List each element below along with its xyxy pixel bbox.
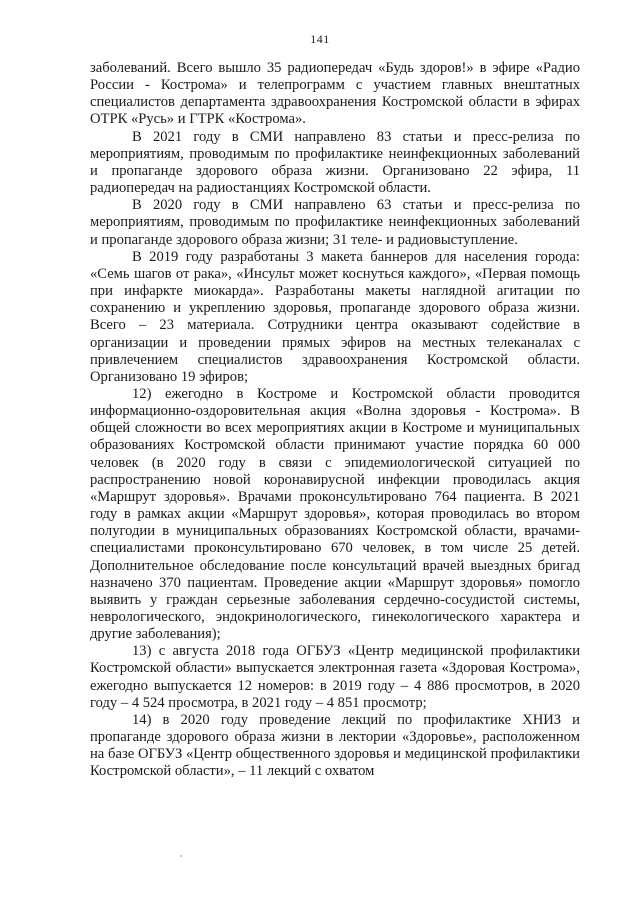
paragraph-item-14: 14) в 2020 году проведение лекций по профилактике ХНИЗ и пропаганде здорового образа жизни в лектории «Здоровье», расположенном на базе ОГБУЗ «Центр общественного здоровья и медицинской профилактики Костромской области», – 11 лекций с охватом: [90, 711, 580, 780]
paragraph-item-12: 12) ежегодно в Костроме и Костромской области проводится информационно-оздоровительная акция «Волна здоровья - Кострома». В общей сложности во всех мероприятиях акции в Костроме и муниципальных образованиях Костромской области принимают участие порядка 60 000 человек (в 2020 году в связи с эпидемиологической ситуацией по распространению новой коронавирусной инфекции проводилась акция «Маршрут здоровья». Врачами проконсультировано 764 пациента. В 2021 году в рамках акции «Маршрут здоровья», которая проводилась во втором полугодии в муниципальных образованиях Костромской области, врачами-специалистами проконсультировано 670 человек, в том числе 25 детей. Дополнительное обследование после консультаций врачей выездных бригад назначено 370 пациентам. Проведение акции «Маршрут здоровья» помогло выявить у граждан серьезные заболевания сердечно-сосудистой системы, неврологического, эндокринологического, гинекологического характера и другие заболевания);: [90, 385, 580, 643]
scan-speck: [180, 855, 182, 857]
paragraph-2020-media: В 2020 году в СМИ направлено 63 статьи и пресс-релиза по мероприятиям, проводимым по профилактике неинфекционных заболеваний и пропаганде здорового образа жизни; 31 теле- и радиовыступление.: [90, 197, 580, 248]
paragraph-2021-media: В 2021 году в СМИ направлено 83 статьи и пресс-релиза по мероприятиям, проводимым по профилактике неинфекционных заболеваний и пропаганде здорового образа жизни. Организовано 22 эфира, 11 радиопередач на радиостанциях Костромской области.: [90, 128, 580, 197]
document-body: [90, 60, 580, 781]
page-number: 141: [310, 32, 330, 46]
paragraph-media-broadcasts: заболеваний. Всего вышло 35 радиопередач «Будь здоров!» в эфире «Радио России - Кострома» и телепрограмм с участием главных внештатных специалистов департамента здравоохранения Костромской области в эфирах ОТРК «Русь» и ГТРК «Кострома».: [90, 60, 580, 128]
paragraph-item-13: 13) с августа 2018 года ОГБУЗ «Центр медицинской профилактики Костромской области» выпускается электронная газета «Здоровая Кострома», ежегодно выпускается 12 номеров: в 2019 году – 4 886 просмотров, в 2020 году – 4 524 просмотра, в 2021 году – 4 851 просмотр;: [90, 643, 580, 711]
paragraph-2019-banners: В 2019 году разработаны 3 макета баннеров для населения города: «Семь шагов от рака», «Инсульт может коснуться каждого», «Первая помощь при инфаркте миокарда». Разработаны макеты наглядной агитации по сохранению и укреплению здоровья, пропаганде здорового образа жизни. Всего – 23 материала. Сотрудники центра оказывают содействие в организации и проведении прямых эфиров на местных телеканалах с привлечением специалистов здравоохранения Костромской области. Организовано 19 эфиров;: [90, 248, 580, 385]
